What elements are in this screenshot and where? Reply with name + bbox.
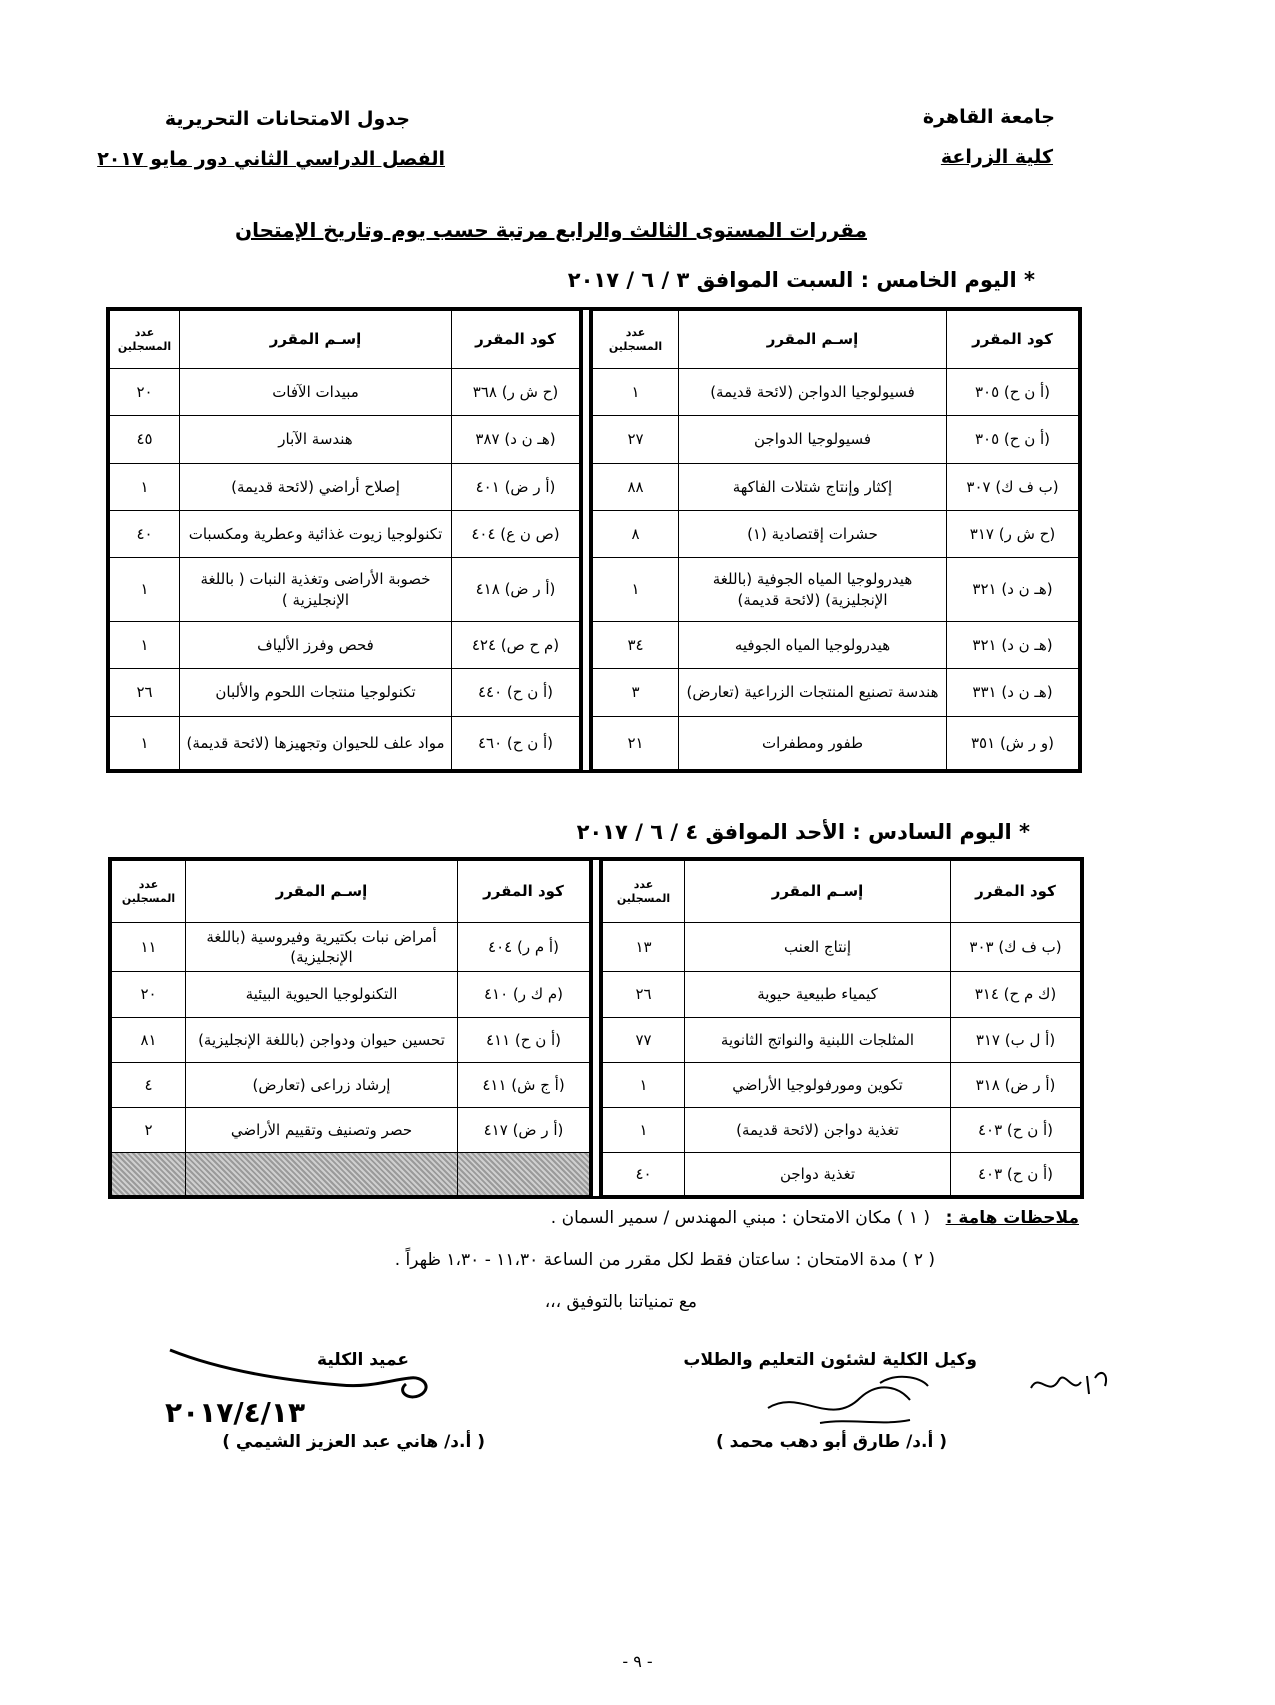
enrolled-count: ١٣ <box>603 923 685 972</box>
note-1: ( ١ ) مكان الامتحان : مبني المهندس / سمير السمان . <box>550 1208 930 1228</box>
note-2: ( ٢ ) مدة الامتحان : ساعتان فقط لكل مقرر من الساعة ١١،٣٠ - ١،٣٠ ظهراً . <box>394 1250 935 1270</box>
table-row <box>110 558 580 622</box>
enrolled-count <box>112 1153 186 1196</box>
col-code-header: كود المقرر <box>458 861 590 923</box>
enrolled-count: ١ <box>110 558 180 622</box>
table-row <box>110 510 580 557</box>
enrolled-count: ٢ <box>112 1107 186 1152</box>
course-code: (و ر ش) ٣٥١ <box>947 716 1079 769</box>
course-name: تكنولوجيا منتجات اللحوم والألبان <box>180 669 452 716</box>
course-code <box>458 1153 590 1196</box>
dean-signature <box>160 1340 450 1430</box>
course-name: فسيولوجيا الدواجن (لائحة قديمة) <box>679 369 947 416</box>
course-code: (ح ش ر) ٣٦٨ <box>452 369 580 416</box>
table-row <box>603 1017 1081 1062</box>
enrolled-count: ٣٤ <box>593 621 679 668</box>
page-number: - ٩ - <box>622 1652 653 1671</box>
table-separator <box>580 310 592 770</box>
course-code: (ح ش ر) ٣١٧ <box>947 510 1079 557</box>
table-row <box>110 716 580 769</box>
col-count-header: عدد المسجلين <box>112 861 186 923</box>
enrolled-count: ١ <box>603 1062 685 1107</box>
enrolled-count: ١ <box>593 369 679 416</box>
course-code: (أ ر ض) ٤٠١ <box>452 463 580 510</box>
table-row <box>112 1153 590 1196</box>
course-name: حشرات إقتصادية (١) <box>679 510 947 557</box>
col-name-header: إسـم المقرر <box>180 311 452 369</box>
col-code-header: كود المقرر <box>947 311 1079 369</box>
course-code: (أ ن ح) ٤٠٣ <box>951 1107 1081 1152</box>
course-name: مواد علف للحيوان وتجهيزها (لائحة قديمة) <box>180 716 452 769</box>
course-code: (ص ن ع) ٤٠٤ <box>452 510 580 557</box>
course-code: (ب ف ك) ٣٠٣ <box>951 923 1081 972</box>
dean-date: ٢٠١٧/٤/١٣ <box>165 1396 306 1429</box>
table-row <box>112 923 590 972</box>
enrolled-count: ٨٨ <box>593 463 679 510</box>
vice-dean-title: وكيل الكلية لشئون التعليم والطلاب <box>683 1350 977 1370</box>
course-code: (أ ن ح) ٤٠٣ <box>951 1153 1081 1196</box>
enrolled-count: ١١ <box>112 923 186 972</box>
course-name <box>186 1153 458 1196</box>
course-name: خصوبة الأراضى وتغذية النبات ( باللغة الإنجليزية ) <box>180 558 452 622</box>
course-code: (أ ج ش) ٤١١ <box>458 1062 590 1107</box>
course-name: مبيدات الآفات <box>180 369 452 416</box>
course-code: (أ ر ض) ٤١٧ <box>458 1107 590 1152</box>
day5-title: * اليوم الخامس : السبت الموافق ٣ / ٦ / ٢٠١٧ <box>567 268 1035 292</box>
table-row <box>112 972 590 1017</box>
table-row <box>593 669 1079 716</box>
table-row <box>603 972 1081 1017</box>
enrolled-count: ٨ <box>593 510 679 557</box>
course-code: (أ ل ب) ٣١٧ <box>951 1017 1081 1062</box>
vice-dean-signature <box>760 1368 960 1438</box>
table-row <box>112 1017 590 1062</box>
notes-label: ملاحظات هامة : <box>945 1208 1079 1228</box>
table-row <box>593 621 1079 668</box>
course-code: (هـ ن د) ٣٣١ <box>947 669 1079 716</box>
course-name: حصر وتصنيف وتقييم الأراضي <box>186 1107 458 1152</box>
course-name: تغذية دواجن (لائحة قديمة) <box>685 1107 951 1152</box>
table-row <box>110 669 580 716</box>
course-name: المثلجات اللبنية والنواتج الثانوية <box>685 1017 951 1062</box>
col-name-header: إسـم المقرر <box>679 311 947 369</box>
enrolled-count: ١ <box>603 1107 685 1152</box>
course-name: هيدرولوجيا المياه الجوفية (باللغة الإنجليزية) (لائحة قديمة) <box>679 558 947 622</box>
course-code: (أ ن ح) ٣٠٥ <box>947 416 1079 463</box>
table-row <box>603 1062 1081 1107</box>
course-code: (أ ر ض) ٤١٨ <box>452 558 580 622</box>
course-name: كيمياء طبيعية حيوية <box>685 972 951 1017</box>
course-name: تغذية دواجن <box>685 1153 951 1196</box>
course-name: إصلاح أراضي (لائحة قديمة) <box>180 463 452 510</box>
initials-mark <box>1025 1358 1115 1406</box>
day5-left-table <box>109 310 580 770</box>
course-code: (ك م ح) ٣١٤ <box>951 972 1081 1017</box>
enrolled-count: ١ <box>110 463 180 510</box>
table-row <box>112 1062 590 1107</box>
enrolled-count: ٤٥ <box>110 416 180 463</box>
enrolled-count: ١ <box>593 558 679 622</box>
enrolled-count: ٢٠ <box>110 369 180 416</box>
course-name: تكوين ومورفولوجيا الأراضي <box>685 1062 951 1107</box>
vice-dean-name: ( أ.د/ طارق أبو دهب محمد ) <box>715 1432 947 1452</box>
course-name: طفور ومطفرات <box>679 716 947 769</box>
enrolled-count: ٢٠ <box>112 972 186 1017</box>
course-name: هندسة الآبار <box>180 416 452 463</box>
course-name: هيدرولوجيا المياه الجوفيه <box>679 621 947 668</box>
enrolled-count: ٤ <box>112 1062 186 1107</box>
enrolled-count: ٣ <box>593 669 679 716</box>
course-code: (م ك ر) ٤١٠ <box>458 972 590 1017</box>
enrolled-count: ٤٠ <box>110 510 180 557</box>
table-row <box>593 716 1079 769</box>
course-code: (أ ن ح) ٣٠٥ <box>947 369 1079 416</box>
table-row <box>110 621 580 668</box>
enrolled-count: ٨١ <box>112 1017 186 1062</box>
enrolled-count: ١ <box>110 716 180 769</box>
day6-title: * اليوم السادس : الأحد الموافق ٤ / ٦ / ٢٠١٧ <box>576 820 1030 844</box>
table-row <box>112 1107 590 1152</box>
day5-table <box>106 307 1082 773</box>
course-name: التكنولوجيا الحيوية البيئية <box>186 972 458 1017</box>
course-code: (هـ ن د) ٣٢١ <box>947 621 1079 668</box>
enrolled-count: ٢٦ <box>110 669 180 716</box>
dean-title: عميد الكلية <box>317 1350 409 1370</box>
enrolled-count: ٢٦ <box>603 972 685 1017</box>
course-code: (أ ن ح) ٤٤٠ <box>452 669 580 716</box>
table-row <box>603 1153 1081 1196</box>
dean-name: ( أ.د/ هاني عبد العزيز الشيمي ) <box>222 1432 485 1452</box>
course-name: أمراض نبات بكتيرية وفيروسية (باللغة الإنجليزية) <box>186 923 458 972</box>
course-code: (هـ ن د) ٣٢١ <box>947 558 1079 622</box>
course-name: فحص وفرز الألياف <box>180 621 452 668</box>
course-code: (ب ف ك) ٣٠٧ <box>947 463 1079 510</box>
table-row <box>593 463 1079 510</box>
col-count-header: عدد المسجلين <box>603 861 685 923</box>
table-row <box>603 923 1081 972</box>
course-code: (أ ر ض) ٣١٨ <box>951 1062 1081 1107</box>
semester-title: الفصل الدراسي الثاني دور مايو ٢٠١٧ <box>97 148 445 170</box>
enrolled-count: ١ <box>110 621 180 668</box>
course-name: إكثار وإنتاج شتلات الفاكهة <box>679 463 947 510</box>
course-name: فسيولوجيا الدواجن <box>679 416 947 463</box>
table-row <box>593 558 1079 622</box>
col-count-header: عدد المسجلين <box>593 311 679 369</box>
course-code: (أ م ر) ٤٠٤ <box>458 923 590 972</box>
table-row <box>110 369 580 416</box>
col-name-header: إسـم المقرر <box>186 861 458 923</box>
course-name: إنتاج العنب <box>685 923 951 972</box>
day5-right-table <box>592 310 1079 770</box>
course-code: (أ ن ح) ٤٦٠ <box>452 716 580 769</box>
day6-left-table <box>111 860 590 1196</box>
enrolled-count: ٢٧ <box>593 416 679 463</box>
col-code-header: كود المقرر <box>951 861 1081 923</box>
table-row <box>110 463 580 510</box>
enrolled-count: ٧٧ <box>603 1017 685 1062</box>
course-name: إرشاد زراعى (تعارض) <box>186 1062 458 1107</box>
table-separator <box>590 860 602 1196</box>
course-code: (أ ن ح) ٤١١ <box>458 1017 590 1062</box>
course-name: تكنولوجيا زيوت غذائية وعطرية ومكسبات <box>180 510 452 557</box>
col-name-header: إسـم المقرر <box>685 861 951 923</box>
table-row <box>603 1107 1081 1152</box>
page-subtitle: مقررات المستوى الثالث والرابع مرتبة حسب يوم وتاريخ الإمتحان <box>235 218 867 242</box>
enrolled-count: ٤٠ <box>603 1153 685 1196</box>
col-code-header: كود المقرر <box>452 311 580 369</box>
course-name: هندسة تصنيع المنتجات الزراعية (تعارض) <box>679 669 947 716</box>
day6-table <box>108 857 1084 1199</box>
table-row <box>593 416 1079 463</box>
course-name: تحسين حيوان ودواجن (باللغة الإنجليزية) <box>186 1017 458 1062</box>
table-row <box>110 416 580 463</box>
table-row <box>593 369 1079 416</box>
enrolled-count: ٢١ <box>593 716 679 769</box>
faculty-name: كلية الزراعة <box>940 146 1053 168</box>
course-code: (م ح ص) ٤٢٤ <box>452 621 580 668</box>
course-code: (هـ ن د) ٣٨٧ <box>452 416 580 463</box>
table-row <box>593 510 1079 557</box>
col-count-header: عدد المسجلين <box>110 311 180 369</box>
schedule-title: جدول الامتحانات التحريرية <box>164 108 410 130</box>
day6-right-table <box>602 860 1081 1196</box>
university-name: جامعة القاهرة <box>922 106 1055 128</box>
wishes-text: مع تمنياتنا بالتوفيق ،،، <box>544 1292 697 1312</box>
